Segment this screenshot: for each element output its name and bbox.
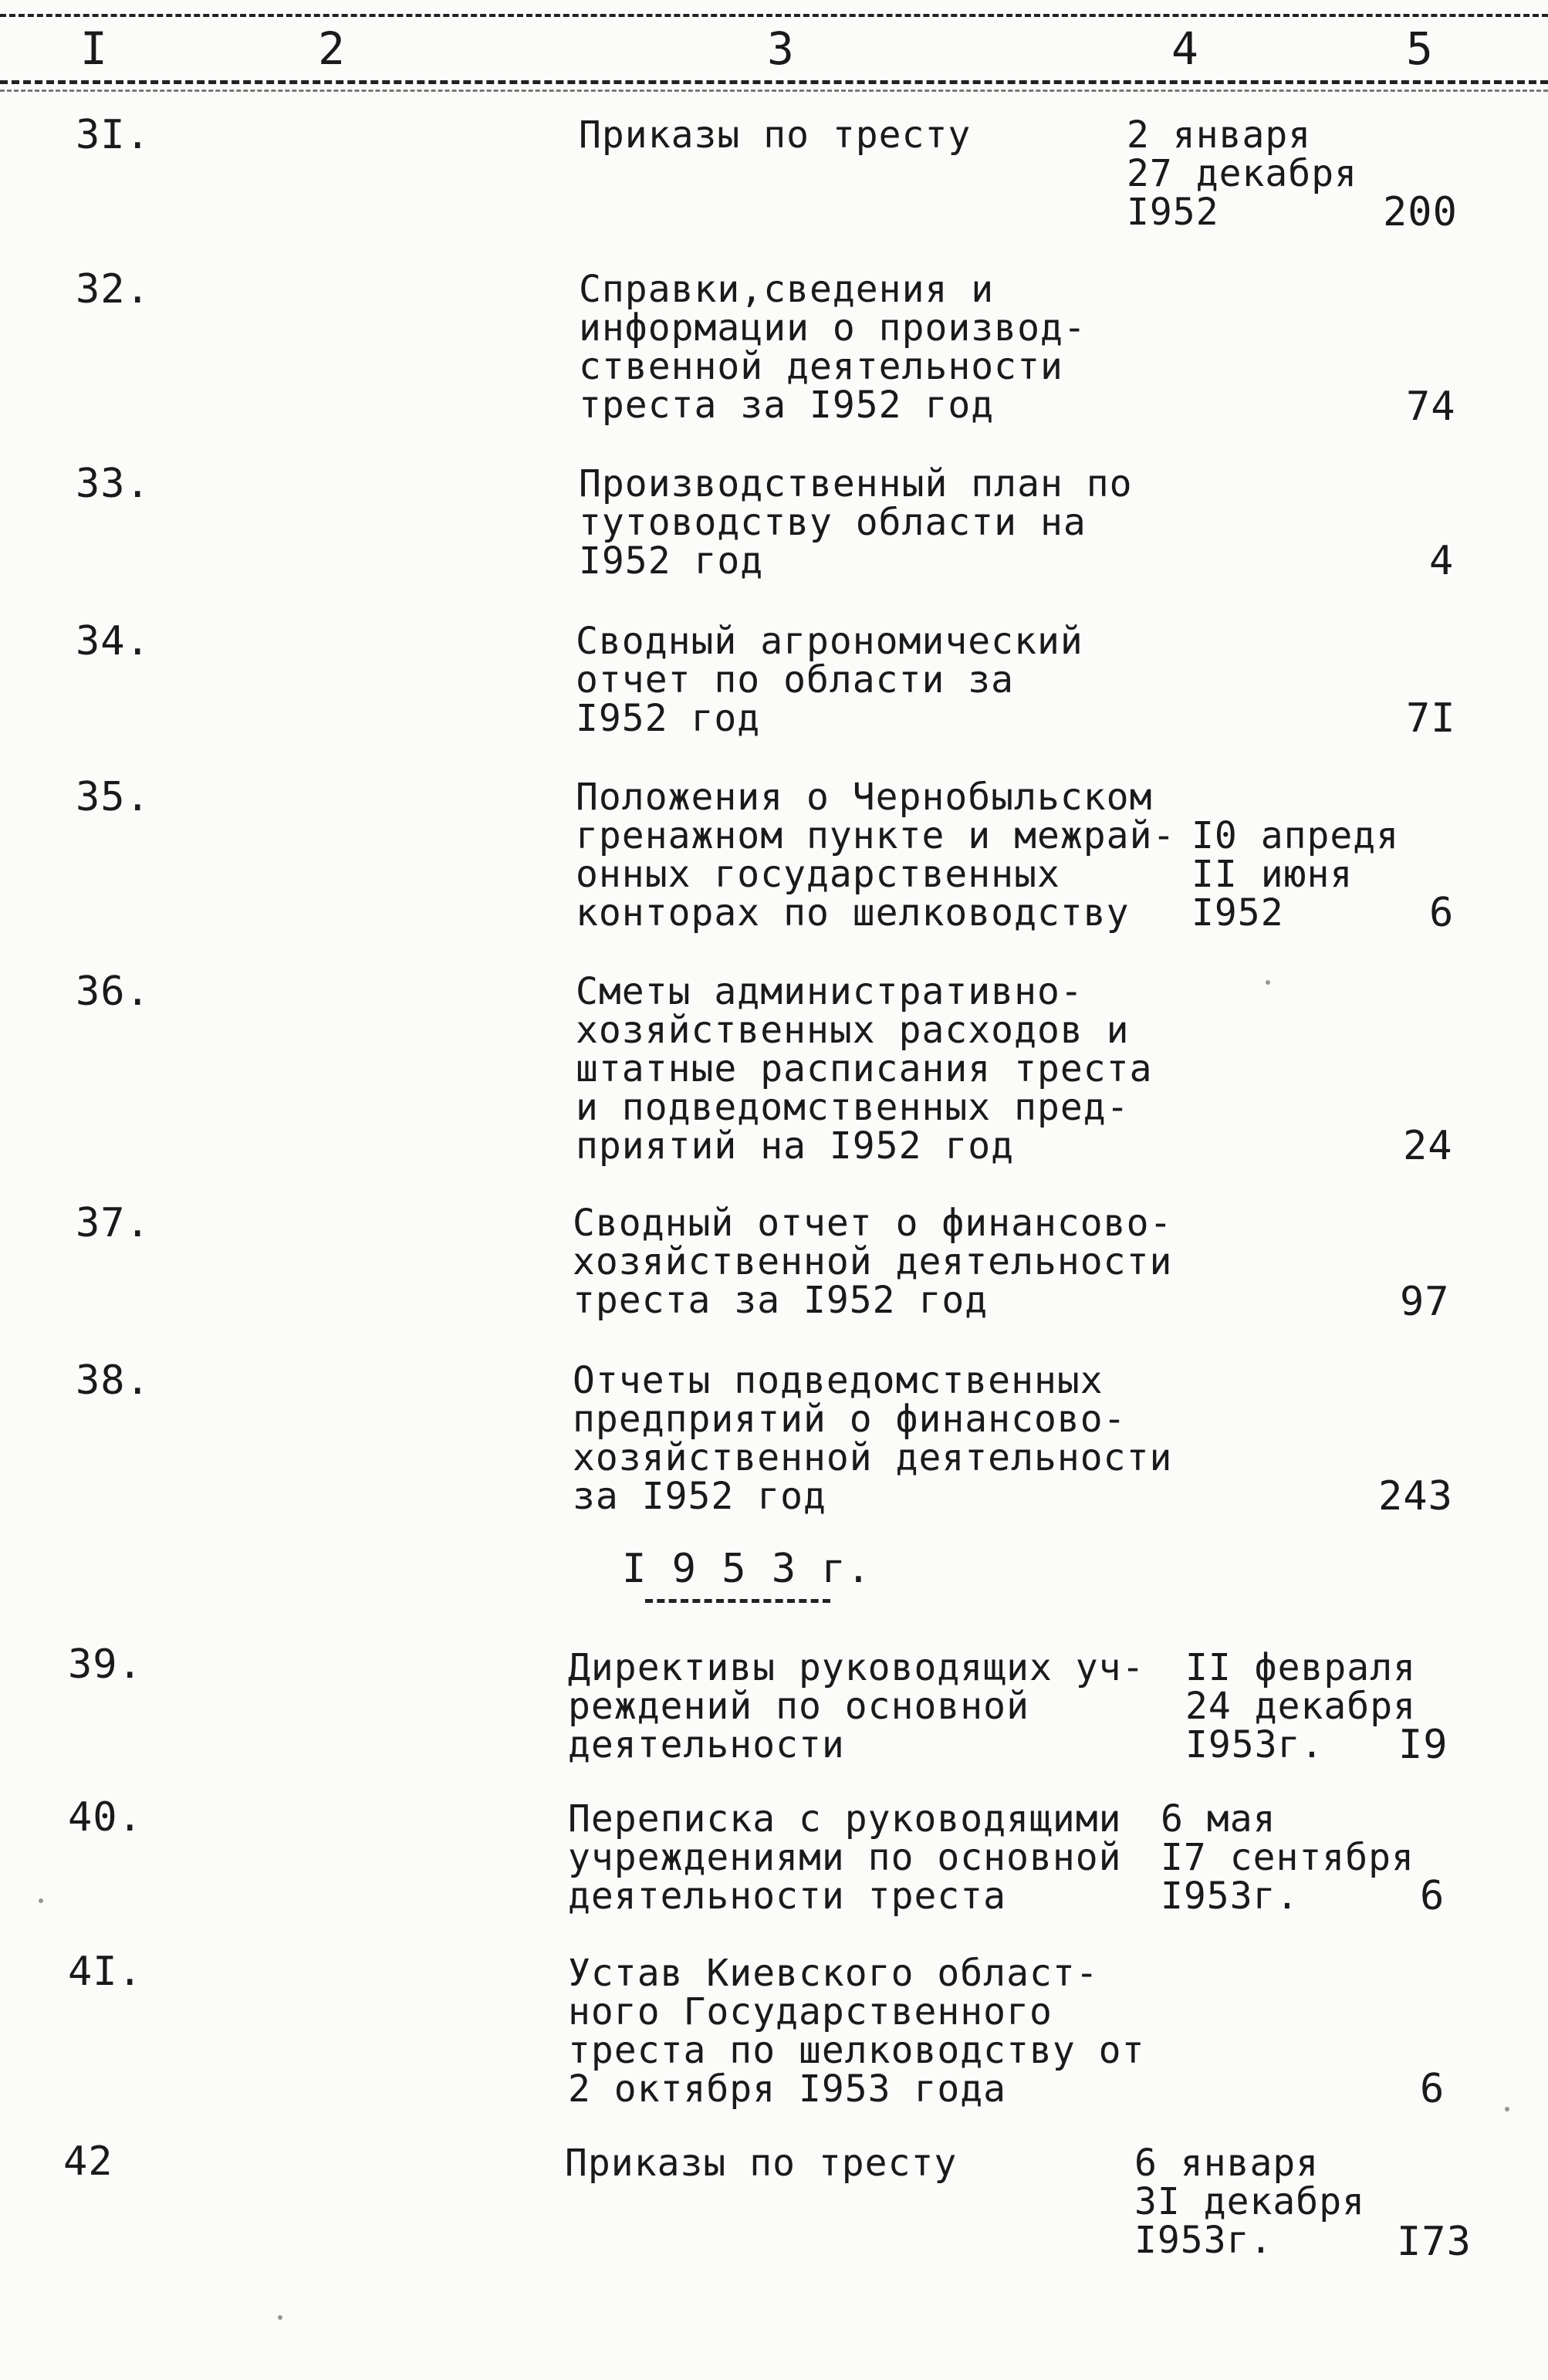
entry-number: 40. bbox=[68, 1794, 143, 1841]
entry-count: 243 bbox=[1378, 1473, 1453, 1520]
entry-title: Устав Киевского област- ного Государственного треста по шелководству от 2 октября I953 года bbox=[568, 1952, 1145, 2111]
entry-count: 6 bbox=[1429, 890, 1455, 936]
entry-count: I73 bbox=[1397, 2219, 1472, 2265]
column-header-2: 2 bbox=[318, 22, 345, 75]
entry-count: 6 bbox=[1420, 1873, 1445, 1919]
entry-title: Отчеты подведомственных предприятий о финансово- хозяйственной деятельности за I952 год bbox=[573, 1359, 1173, 1518]
entry-title: Производственный план по тутоводству области на I952 год bbox=[579, 462, 1133, 583]
entry-title: Приказы по тресту bbox=[565, 2142, 958, 2185]
scan-speck bbox=[1505, 2107, 1509, 2111]
entry-title: Сводный агрономический отчет по области за I952 год bbox=[576, 620, 1083, 740]
entry-dates: 6 января 3I декабря I953г. bbox=[1134, 2142, 1365, 2262]
column-header-1: I bbox=[80, 22, 107, 75]
year-heading-underline bbox=[645, 1599, 830, 1603]
entry-count: 7I bbox=[1406, 695, 1456, 742]
entry-count: 200 bbox=[1383, 189, 1458, 235]
entry-title: Переписка с руководящими учреждениями по основной деятельности треста bbox=[568, 1797, 1122, 1918]
entry-number: 36. bbox=[76, 969, 150, 1015]
entry-number: 3I. bbox=[76, 112, 150, 158]
entry-number: 35. bbox=[76, 774, 150, 820]
top-dashed-rule bbox=[0, 14, 1548, 17]
entry-count: 6 bbox=[1420, 2066, 1445, 2112]
entry-count: 97 bbox=[1400, 1279, 1450, 1325]
entry-number: 32. bbox=[76, 266, 150, 313]
entry-number: 33. bbox=[76, 461, 150, 507]
entry-title: Приказы по тресту bbox=[579, 113, 972, 157]
scan-speck bbox=[1266, 980, 1270, 985]
entry-number: 42 bbox=[63, 2138, 113, 2185]
year-heading: I 9 5 3 г. bbox=[622, 1546, 872, 1592]
entry-number: 38. bbox=[76, 1357, 150, 1404]
entry-title: Положения о Чернобыльском гренажном пункте и межрай- онных государственных конторах по шелководству bbox=[576, 776, 1176, 935]
entry-title: Справки,сведения и информации о производ- ственной деятельности треста за I952 год bbox=[579, 268, 1087, 427]
scan-speck bbox=[278, 2315, 282, 2320]
entry-count: 4 bbox=[1429, 538, 1455, 584]
entry-number: 4I. bbox=[68, 1949, 143, 1995]
entry-title: Сметы административно- хозяйственных расходов и штатные расписания треста и подведомственных пред- приятий на I952 год bbox=[576, 970, 1153, 1168]
entry-title: Сводный отчет о финансово- хозяйственной деятельности треста за I952 год bbox=[573, 1202, 1173, 1322]
entry-number: 34. bbox=[76, 618, 150, 664]
entry-dates: I0 апредя II июня I952 bbox=[1191, 814, 1400, 935]
column-header-5: 5 bbox=[1406, 22, 1433, 75]
entry-number: 39. bbox=[68, 1641, 143, 1688]
column-header-4: 4 bbox=[1171, 22, 1198, 75]
header-divider-secondary bbox=[0, 90, 1548, 92]
header-divider bbox=[0, 80, 1548, 84]
entry-number: 37. bbox=[76, 1200, 150, 1246]
entry-count: I9 bbox=[1398, 1722, 1448, 1768]
entry-dates: II февраля 24 декабря I953г. bbox=[1185, 1646, 1416, 1766]
entry-count: 24 bbox=[1403, 1123, 1453, 1169]
entry-count: 74 bbox=[1406, 384, 1456, 430]
column-header-3: 3 bbox=[767, 22, 794, 75]
entry-dates: 2 января 27 декабря I952 bbox=[1127, 113, 1357, 234]
scan-speck bbox=[39, 1898, 43, 1903]
entry-dates: 6 мая I7 сентября I953г. bbox=[1161, 1797, 1414, 1918]
entry-title: Директивы руководящих уч- реждений по основной деятельности bbox=[568, 1646, 1145, 1766]
